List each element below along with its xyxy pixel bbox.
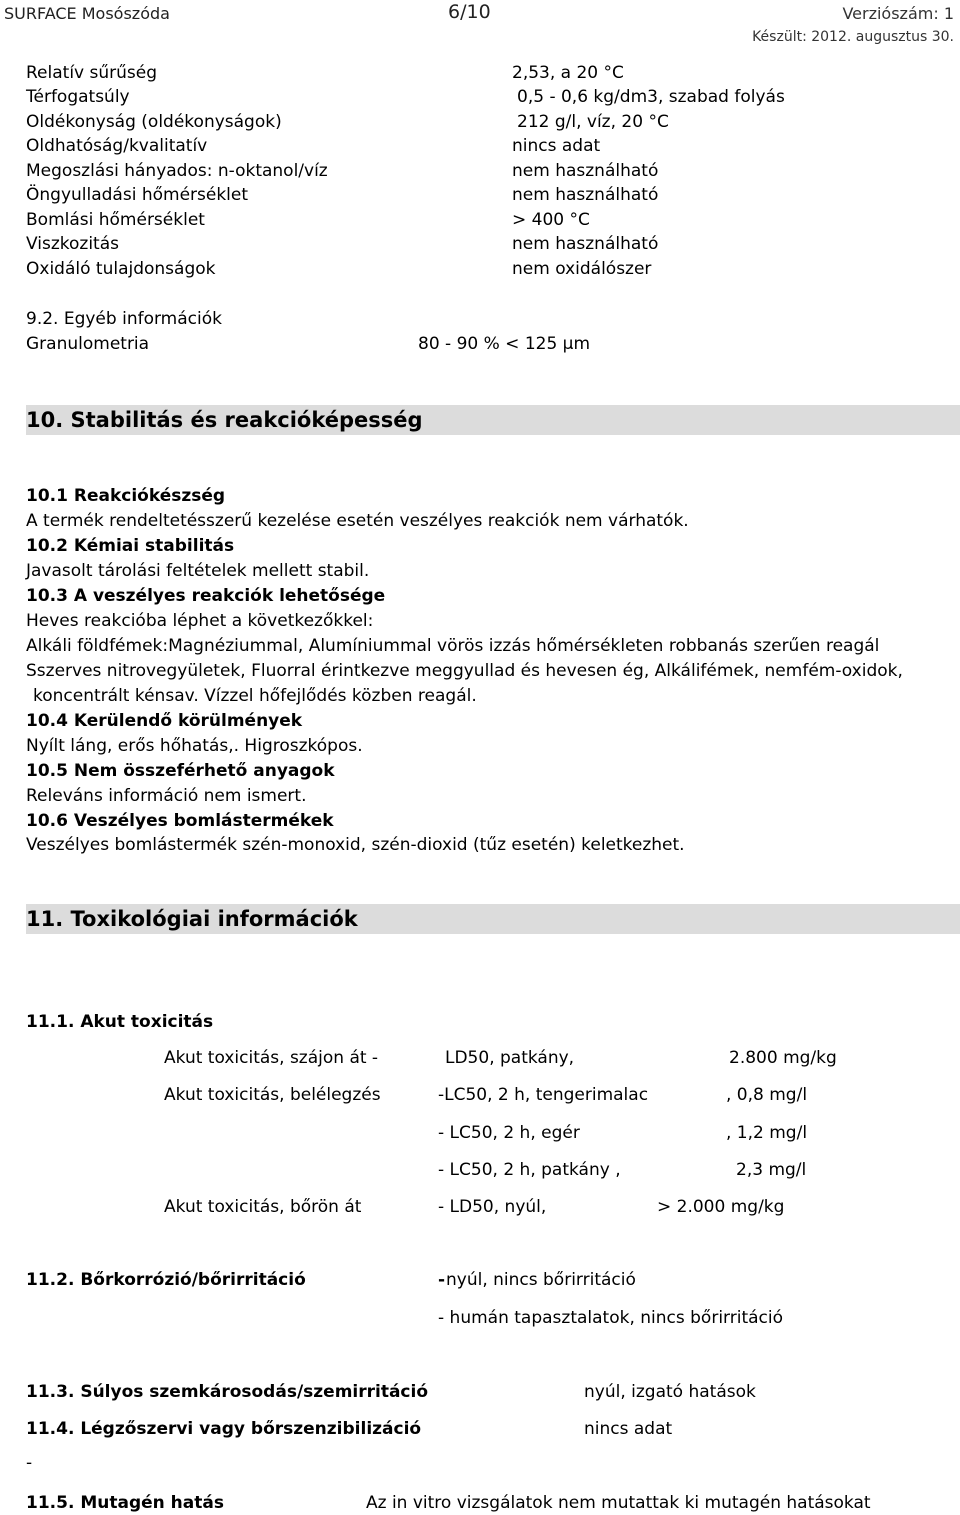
section-11-5-text: Az in vitro vizsgálatok nem mutattak ki mutagén hatásokat [366,1493,871,1513]
section-10-2-text: Javasolt tárolási feltételek mellett stabil. [26,561,370,581]
section-10-3-text: Heves reakcióba léphet a következőkkel: [26,611,374,631]
property-value: nem használható [512,234,659,254]
section-10-3-text: Alkáli földfémek:Magnéziummal, Alumíniummal vörös izzás hőmérsékleten robbanás szerűen reagál [26,636,880,656]
property-label: Oxidáló tulajdonságok [26,259,216,279]
property-label: Viszkozitás [26,234,119,254]
section-11-3-text: nyúl, izgató hatások [584,1382,756,1402]
section-11-2-text: - humán tapasztalatok, nincs bőrirritáció [438,1308,783,1328]
property-value: nincs adat [512,136,601,156]
granulometry-value: 80 - 90 % < 125 μm [418,334,591,354]
property-value: 2,53, a 20 °C [512,63,624,83]
acute-test: - LC50, 2 h, egér [438,1123,580,1143]
section-10-1-text: A termék rendeltetésszerű kezelése esetén veszélyes reakciók nem várhatók. [26,511,689,531]
acute-value: 2.800 mg/kg [729,1048,837,1068]
section-9-2-heading: 9.2. Egyéb információk [26,309,222,329]
document-product-name: SURFACE Mosószóda [4,4,170,23]
acute-value: , 1,2 mg/l [726,1123,808,1143]
section-11-2-heading: 11.2. Bőrkorrózió/bőrirritáció [26,1270,306,1290]
acute-test: - LC50, 2 h, patkány , [438,1160,621,1180]
property-label: Megoszlási hányados: n-oktanol/víz [26,161,328,181]
section-10-3-heading: 10.3 A veszélyes reakciók lehetősége [26,586,386,606]
granulometry-label: Granulometria [26,334,150,354]
section-10-3-text: koncentrált kénsav. Vízzel hőfejlődés közben reagál. [33,686,477,706]
property-label: Térfogatsúly [26,87,130,107]
property-value: nem használható [512,185,659,205]
acute-route: Akut toxicitás, belélegzés [164,1085,381,1105]
dash-marker: - [26,1453,33,1473]
property-label: Bomlási hőmérséklet [26,210,205,230]
section-10-4-text: Nyílt láng, erős hőhatás,. Higroszkópos. [26,736,363,756]
version-label: Verziószám: 1 [842,4,954,23]
property-value: nem oxidálószer [512,259,652,279]
section-10-2-heading: 10.2 Kémiai stabilitás [26,536,235,556]
section-10-5-heading: 10.5 Nem összeférhető anyagok [26,761,335,781]
acute-route: Akut toxicitás, bőrön át [164,1197,362,1217]
section-11-3-heading: 11.3. Súlyos szemkárosodás/szemirritáció [26,1382,429,1402]
section-11-2-dash: - [438,1270,446,1290]
made-date: Készült: 2012. augusztus 30. [752,29,954,45]
property-label: Oldhatóság/kvalitatív [26,136,208,156]
acute-value: 2,3 mg/l [736,1160,807,1180]
section-11-1-heading: 11.1. Akut toxicitás [26,1012,214,1032]
section-10-6-heading: 10.6 Veszélyes bomlástermékek [26,811,334,831]
section-11-5-heading: 11.5. Mutagén hatás [26,1493,224,1513]
section-10-1-heading: 10.1 Reakciókészség [26,486,226,506]
property-value: 212 g/l, víz, 20 °C [517,112,669,132]
acute-value: > 2.000 mg/kg [657,1197,785,1217]
acute-test: - LD50, nyúl, [438,1197,547,1217]
property-label: Öngyulladási hőmérséklet [26,185,249,205]
property-label: Relatív sűrűség [26,63,158,83]
acute-value: , 0,8 mg/l [726,1085,808,1105]
property-label: Oldékonyság (oldékonyságok) [26,112,282,132]
property-value: nem használható [512,161,659,181]
section-11-2-text: nyúl, nincs bőrirritáció [446,1270,636,1290]
section-11-4-text: nincs adat [584,1419,673,1439]
section-10-3-text: Sszerves nitrovegyületek, Fluorral érintkezve meggyullad és hevesen ég, Alkálifémek, nemfém-oxidok, [26,661,903,681]
section-11-title: 11. Toxikológiai információk [26,907,358,931]
property-value: 0,5 - 0,6 kg/dm3, szabad folyás [517,87,785,107]
section-10-title: 10. Stabilitás és reakcióképesség [26,408,423,432]
section-10-5-text: Releváns információ nem ismert. [26,786,307,806]
acute-route: Akut toxicitás, szájon át - [164,1048,379,1068]
section-10-6-text: Veszélyes bomlástermék szén-monoxid, szén-dioxid (tűz esetén) keletkezhet. [26,835,685,855]
page-number: 6/10 [448,1,491,23]
property-value: > 400 °C [512,210,590,230]
section-10-4-heading: 10.4 Kerülendő körülmények [26,711,303,731]
section-11-4-heading: 11.4. Légzőszervi vagy bőrszenzibilizáció [26,1419,422,1439]
acute-test: -LC50, 2 h, tengerimalac [438,1085,649,1105]
acute-test: LD50, patkány, [445,1048,575,1068]
